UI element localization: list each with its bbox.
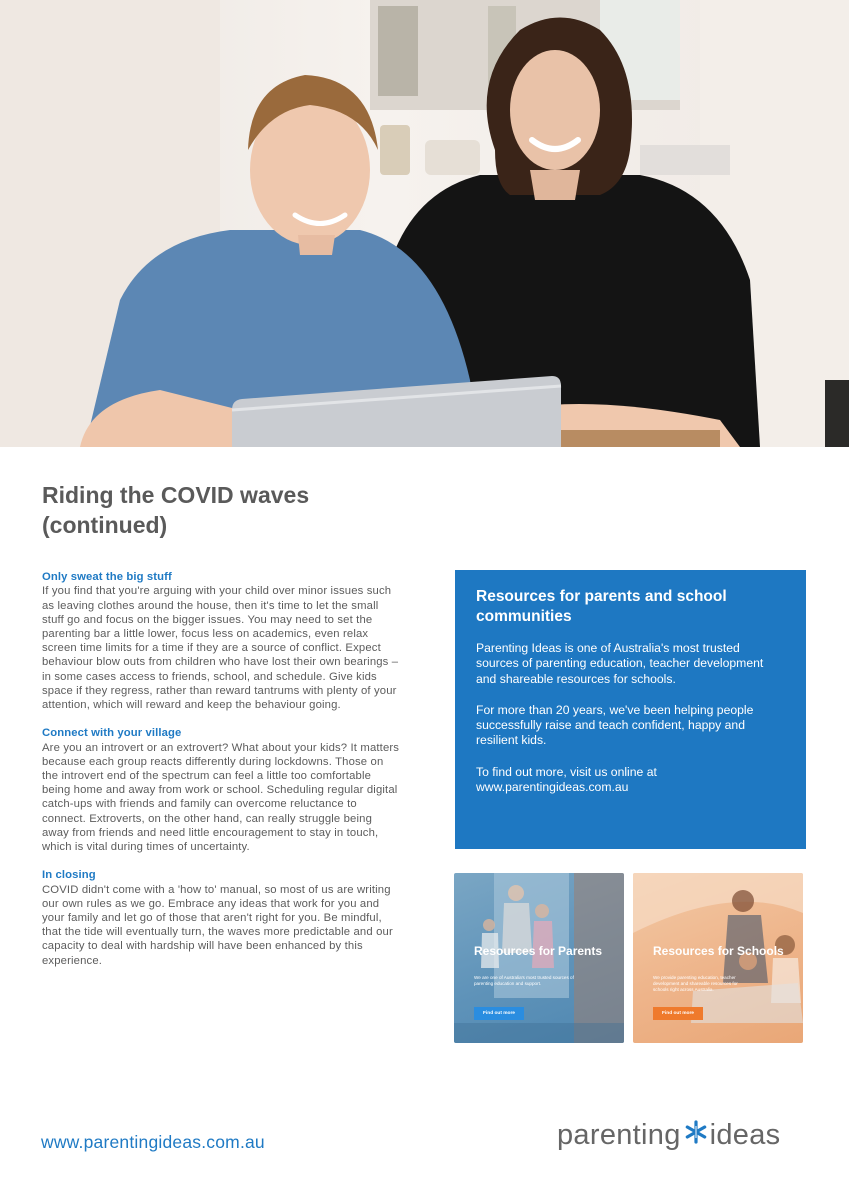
hero-photo: [0, 0, 849, 447]
resources-heading: Resources for parents and school communities: [476, 588, 727, 625]
asterisk-star-icon: [684, 1119, 708, 1152]
resources-paragraph: For more than 20 years, we've been helping people successfully raise and teach confident, happy and resilient kids.: [476, 702, 754, 748]
footer-website-link[interactable]: www.parentingideas.com.au: [41, 1132, 265, 1152]
section-text: Are you an introvert or an extrovert? What about your kids? It matters because each group reacts differently during lockdowns. Those on the introvert end of the spectrum can feel a little too comfortable being home and away from work or school. Scheduling regular digital catch-ups with friends and family can overcome reluctance to connect. Extroverts, on the other hand, can really struggle being away from friends and need little encouragement to stay in touch, which is vital during times of uncertainty.: [42, 741, 400, 854]
logo-text-right: ideas: [709, 1118, 781, 1151]
page-title: Riding the COVID waves (continued): [42, 482, 310, 538]
schools-resources-card[interactable]: [633, 873, 803, 1043]
section-big-stuff: [42, 570, 402, 712]
section-village: [42, 726, 402, 854]
article-body: [42, 570, 402, 982]
parenting-ideas-logo[interactable]: [557, 1115, 780, 1155]
card-title: Resources for Schools: [653, 944, 784, 958]
section-text: COVID didn't come with a 'how to' manual, so most of us are writing our own rules as we go. Embrace any ideas that work for you and your family and let go of those that aren't right for you. Be mindful, that the tide will eventually turn, the waves more predictable and our capacity to deal with hardship will have been enhanced by this experience.: [42, 883, 393, 967]
section-heading: Only sweat the big stuff: [42, 571, 172, 583]
hero-photo-illustration: [0, 0, 849, 447]
section-closing: [42, 868, 402, 968]
resources-paragraph: Parenting Ideas is one of Australia's most trusted sources of parenting education, teacher development and shareable resources for schools.: [476, 641, 764, 686]
card-description: We are one of Australia's most trusted sources of parenting education and support.: [474, 975, 574, 986]
logo-text-left: parenting: [557, 1118, 681, 1151]
resources-box: [455, 570, 806, 849]
section-text: If you find that you're arguing with your child over minor issues such as leaving clothes around the house, then it's time to let the small stuff go and focus on the bigger issues. You may need to set the parenting bar a little lower, focus less on academics, even relax screen time limits for a time if they are a source of conflict. Expect behaviour blow outs from children who have lost their own bearings – in some cases access to friends, school, and schedule. Give kids space if they regress, rather than reward tantrums with plenty of your attention, which will reward and keep the behaviour going.: [42, 585, 399, 712]
section-heading: In closing: [42, 869, 96, 882]
card-description: We provide parenting education, teacher development and shareable resources for schools right across Australia.: [653, 975, 738, 992]
parents-resources-card[interactable]: [454, 873, 624, 1043]
parents-find-out-more-button[interactable]: Find out more: [474, 1007, 524, 1020]
resources-paragraph[interactable]: To find out more, visit us online at www.parentingideas.com.au: [476, 764, 657, 795]
card-title: Resources for Parents: [474, 944, 603, 958]
section-heading: Connect with your village: [42, 727, 182, 740]
schools-find-out-more-button[interactable]: Find out more: [653, 1007, 703, 1020]
